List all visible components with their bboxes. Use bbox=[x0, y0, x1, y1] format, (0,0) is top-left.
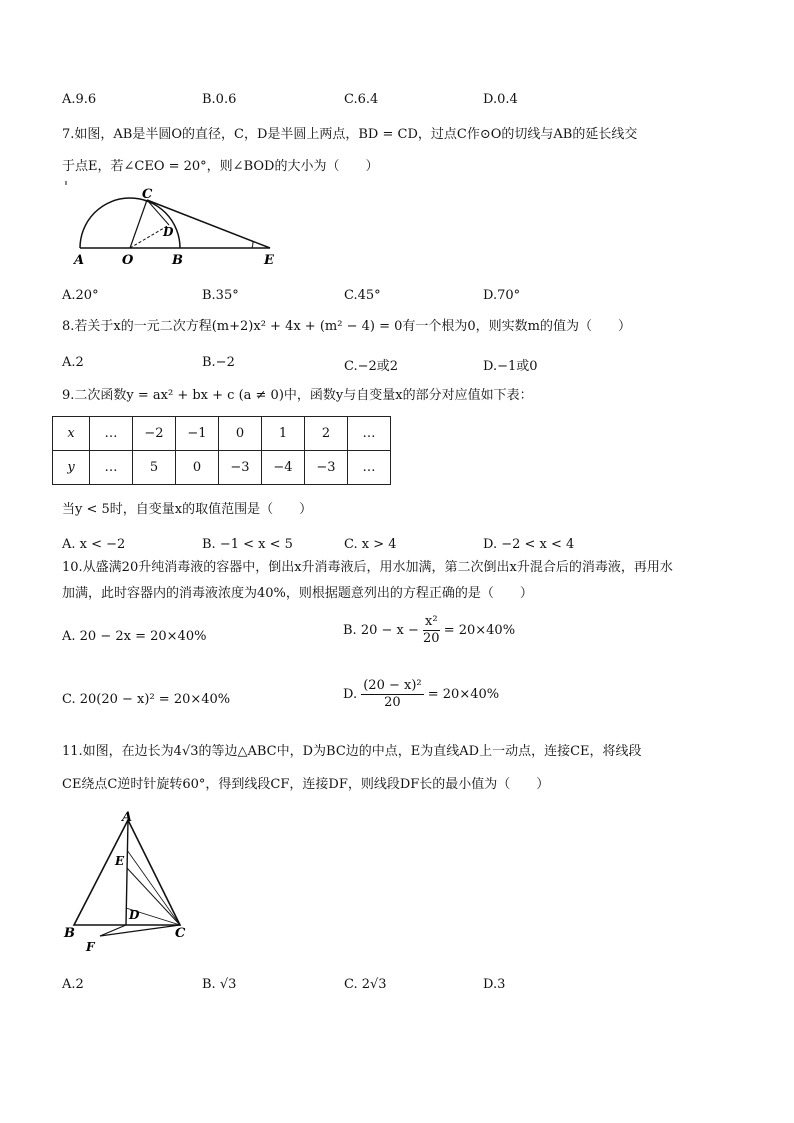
table-row bbox=[53, 417, 391, 451]
table-cell: −3 bbox=[305, 451, 348, 485]
q11-label-a: A bbox=[122, 810, 133, 825]
table-cell: −2 bbox=[133, 417, 176, 451]
q11-label-d: D bbox=[129, 908, 140, 922]
q10-option-d bbox=[343, 678, 499, 711]
q6-option-d: D.0.4 bbox=[483, 92, 518, 107]
q8-option-b: B.−2 bbox=[202, 355, 235, 370]
q11-label-e: E bbox=[115, 854, 125, 868]
q7-semicircle bbox=[80, 198, 180, 248]
q7-label-o: O bbox=[122, 253, 134, 268]
q10-option-b bbox=[343, 614, 515, 647]
q11-label-c: C bbox=[175, 926, 186, 941]
q11-figure bbox=[62, 808, 202, 958]
table-cell: −1 bbox=[176, 417, 219, 451]
q11-stem-line2: CE绕点C逆时针旋转60°，得到线段CF，连接DF，则线段DF长的最小值为（ ） bbox=[62, 777, 550, 792]
q7-figure bbox=[62, 180, 292, 270]
q7-label-b: B bbox=[172, 253, 183, 268]
q9-options bbox=[62, 537, 742, 555]
q11-option-b: B. √3 bbox=[202, 977, 237, 992]
q7-option-a: A.20° bbox=[62, 288, 99, 303]
table-cell: 1 bbox=[262, 417, 305, 451]
q7-option-d: D.70° bbox=[483, 288, 521, 303]
q7-label-a: A bbox=[74, 253, 85, 268]
table-row bbox=[53, 451, 391, 485]
q9-stem: 9.二次函数y = ax² + bx + c (a ≠ 0)中，函数y与自变量x的部分对应值如下表： bbox=[62, 388, 533, 403]
q10-option-c: C. 20(20 − x)² = 20×40% bbox=[62, 692, 231, 707]
q11-option-d: D.3 bbox=[483, 977, 506, 992]
q11-label-f: F bbox=[86, 940, 95, 954]
table-cell: 0 bbox=[219, 417, 262, 451]
q10-option-d-numerator: (20 − x)² bbox=[363, 678, 422, 693]
table-cell: −3 bbox=[219, 451, 262, 485]
q8-option-a: A.2 bbox=[62, 355, 84, 370]
table-cell: −4 bbox=[262, 451, 305, 485]
q7-option-b: B.35° bbox=[202, 288, 239, 303]
q11-stem-line1: 11.如图，在边长为4√3的等边△ABC中，D为BC边的中点，E为直线AD上一动点，连接CE，将线段 bbox=[62, 744, 642, 759]
q7-label-d: D bbox=[163, 225, 174, 239]
table-cell: … bbox=[90, 417, 133, 451]
q9-option-b: B. −1 < x < 5 bbox=[202, 537, 293, 552]
table-cell: y bbox=[53, 451, 90, 485]
q10-option-d-denominator: 20 bbox=[384, 695, 401, 710]
q10-option-b-lhs: B. 20 − x − bbox=[343, 623, 419, 638]
q11-option-a: A.2 bbox=[62, 977, 84, 992]
q7-angle-e-arc bbox=[252, 242, 253, 248]
q10-option-d-label: D. bbox=[343, 687, 358, 702]
q11-option-c: C. 2√3 bbox=[344, 977, 387, 992]
q9-condition: 当y < 5时，自变量x的取值范围是（ ） bbox=[62, 502, 313, 517]
q8-stem: 8.若关于x的一元二次方程(m+2)x² + 4x + (m² − 4) = 0有一个根为0，则实数m的值为（ ） bbox=[62, 319, 631, 334]
q10-option-d-rhs: = 20×40% bbox=[427, 687, 500, 702]
q6-option-c: C.6.4 bbox=[344, 92, 379, 107]
table-cell: … bbox=[348, 451, 391, 485]
q10-option-b-numerator: x² bbox=[425, 614, 438, 629]
q10-option-d-fraction bbox=[361, 678, 423, 711]
q9-option-d: D. −2 < x < 4 bbox=[483, 537, 575, 552]
q10-option-b-rhs: = 20×40% bbox=[443, 623, 516, 638]
q9-option-a: A. x < −2 bbox=[62, 537, 126, 552]
q6-options bbox=[62, 92, 742, 110]
table-cell: 0 bbox=[176, 451, 219, 485]
table-cell: … bbox=[90, 451, 133, 485]
q7-tangent-ce bbox=[147, 200, 270, 248]
table-cell: x bbox=[53, 417, 90, 451]
q11-label-b: B bbox=[64, 926, 75, 941]
q9-value-table bbox=[52, 416, 391, 485]
q10-option-b-denominator: 20 bbox=[423, 631, 440, 646]
q11-options bbox=[62, 977, 742, 995]
q6-option-b: B.0.6 bbox=[202, 92, 237, 107]
q8-option-d: D.−1或0 bbox=[483, 359, 538, 374]
q10-option-a: A. 20 − 2x = 20×40% bbox=[62, 629, 207, 644]
q7-stem-line1: 7.如图，AB是半圆O的直径，C，D是半圆上两点，BD = CD，过点C作⊙O的切线与AB的延长线交 bbox=[62, 127, 638, 142]
q7-label-e: E bbox=[264, 253, 274, 268]
table-cell: 5 bbox=[133, 451, 176, 485]
q6-option-a: A.9.6 bbox=[62, 92, 97, 107]
q10-stem-line2: 加满，此时容器内的消毒液浓度为40%，则根据题意列出的方程正确的是（ ） bbox=[62, 586, 533, 601]
q7-label-c: C bbox=[142, 187, 153, 202]
q7-segment-oc bbox=[130, 200, 147, 248]
q7-option-c: C.45° bbox=[344, 288, 381, 303]
q10-stem-line1: 10.从盛满20升纯消毒液的容器中，倒出x升消毒液后，用水加满，第二次倒出x升混合后的消毒液，再用水 bbox=[62, 560, 673, 575]
q10-option-b-fraction bbox=[423, 614, 440, 647]
q11-median-ad bbox=[126, 820, 128, 925]
q9-option-c: C. x > 4 bbox=[344, 537, 397, 552]
table-cell: … bbox=[348, 417, 391, 451]
table-cell: 2 bbox=[305, 417, 348, 451]
q7-options bbox=[62, 288, 742, 306]
q8-option-c: C.−2或2 bbox=[344, 359, 399, 374]
q8-options bbox=[62, 355, 742, 373]
q7-stem-line2: 于点E，若∠CEO = 20°，则∠BOD的大小为（ ） bbox=[62, 159, 379, 174]
